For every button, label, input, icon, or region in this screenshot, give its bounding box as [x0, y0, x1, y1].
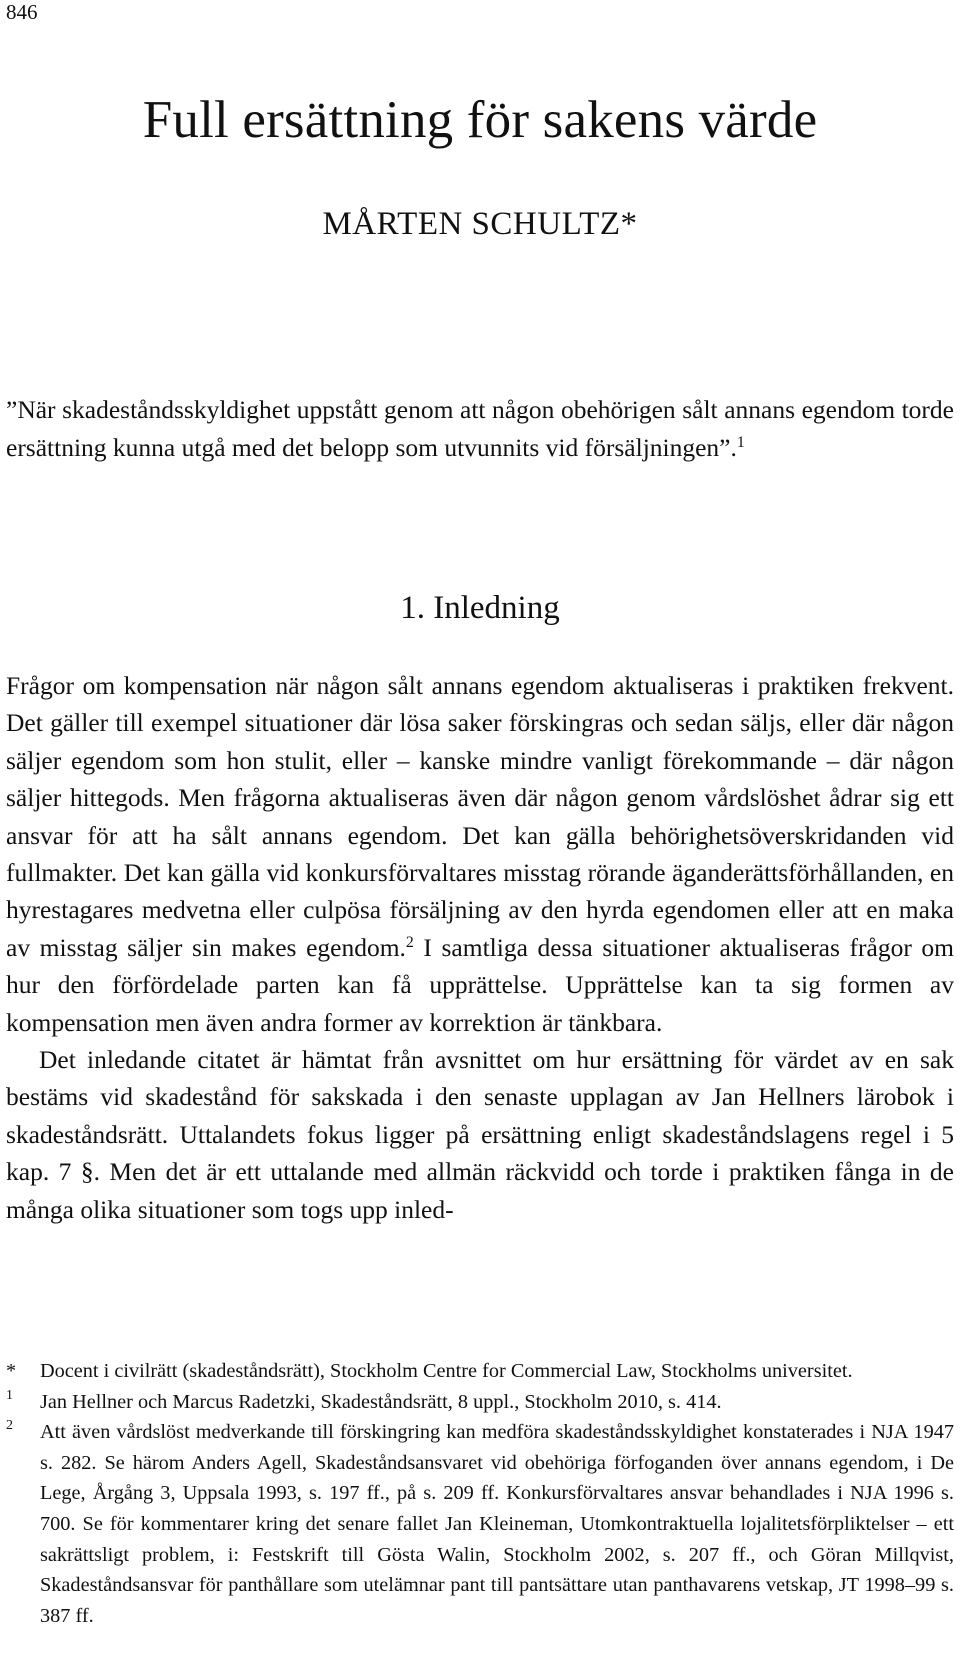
article-title: Full ersättning för sakens värde [142, 91, 818, 149]
footnote-ref-1: 1 [736, 433, 745, 451]
footnote-mark: 1 [6, 1387, 13, 1403]
footnote-2 [6, 1417, 954, 1631]
footnote-text: Att även vårdslöst medverkande till förskingring kan medföra skadeståndsskyldighet konstaterades i NJA 1947 s. 282. Se härom Anders Agell, Skadeståndsansvaret vid obehöriga förfoganden över annans egendom, i De Lege, Årgång 3, Uppsala 1993, s. 197 ff., på s. 209 ff. Konkursförvaltares ansvar behandlades i NJA 1996 s. 700. Se för kommentarer kring det senare fallet Jan Kleineman, Utomkontraktuella lojalitetsförpliktelser – ett sakrättsligt problem, i: Festskrift till Gösta Walin, Stockholm 2002, s. 207 ff., och Göran Millqvist, Skadeståndsansvar för panthållare som utelämnar pant till pantsättare utan panthavarens vetskap, JT 1998–99 s. 387 ff. [40, 1421, 954, 1627]
body-text [6, 667, 954, 1228]
paragraph-1 [6, 667, 954, 1041]
footnote-ref-2: 2 [405, 934, 414, 952]
paragraph-2: Det inledande citatet är hämtat från avsnittet om hur ersättning för värdet av en sak bestäms vid skadestånd för sakskada i den senaste upplagan av Jan Hellners lärobok i skadeståndsrätt. Uttalandets fokus ligger på ersättning enligt skadeståndslagens regel i 5 kap. 7 §. Men det är ett uttalande med allmän räckvidd och torde i praktiken fånga in de många olika situationer som togs upp inled- [6, 1045, 954, 1224]
footnote-mark: * [6, 1360, 17, 1382]
epigraph-quote [6, 391, 954, 466]
footnote-text: Docent i civilrätt (skadeståndsrätt), Stockholm Centre for Commercial Law, Stockholms universitet. [40, 1360, 853, 1382]
footnote-1 [6, 1387, 954, 1418]
footnotes [6, 1356, 954, 1631]
page-number: 846 [6, 0, 38, 24]
footnote-mark: 2 [6, 1418, 13, 1434]
epigraph-text: ”När skadeståndsskyldighet uppstått genom att någon obehörigen sålt annans egendom torde ersättning kunna utgå med det belopp som utvunnits vid försäljningen”. [6, 395, 954, 462]
paragraph-1-part1: Frågor om kompensation när någon sålt annans egendom aktualiseras i praktiken frekvent. Det gäller till exempel situationer där lösa saker förskingras och sedan säljs, eller där någon säljer egendom som hon stulit, eller – kanske mindre vanligt förekommande – där någon säljer hittegods. Men frågorna aktualiseras även där någon genom vårdslöshet ådrar sig ett ansvar för att ha sålt annans egendom. Det kan gälla behörighetsöverskridanden vid fullmakter. Det kan gälla vid konkursförvaltares misstag rörande äganderättsförhållanden, en hyrestagares medvetna eller culpösa försäljning av den hyrda egendomen eller att en maka av misstag säljer sin makes egendom. [6, 671, 954, 962]
section-heading: 1. Inledning [400, 590, 560, 626]
footnote-text: Jan Hellner och Marcus Radetzki, Skadeståndsrätt, 8 uppl., Stockholm 2010, s. 414. [40, 1390, 722, 1413]
author-name: MÅRTEN SCHULTZ* [322, 206, 638, 242]
paragraph-1-part2: I samtliga dessa situationer aktualiseras frågor om hur den förfördelade parten kan få upprättelse. Upprättelse kan ta sig formen av kompensation men även andra former av korrektion är tänkbara. [6, 932, 954, 1037]
footnote-author [6, 1356, 954, 1387]
